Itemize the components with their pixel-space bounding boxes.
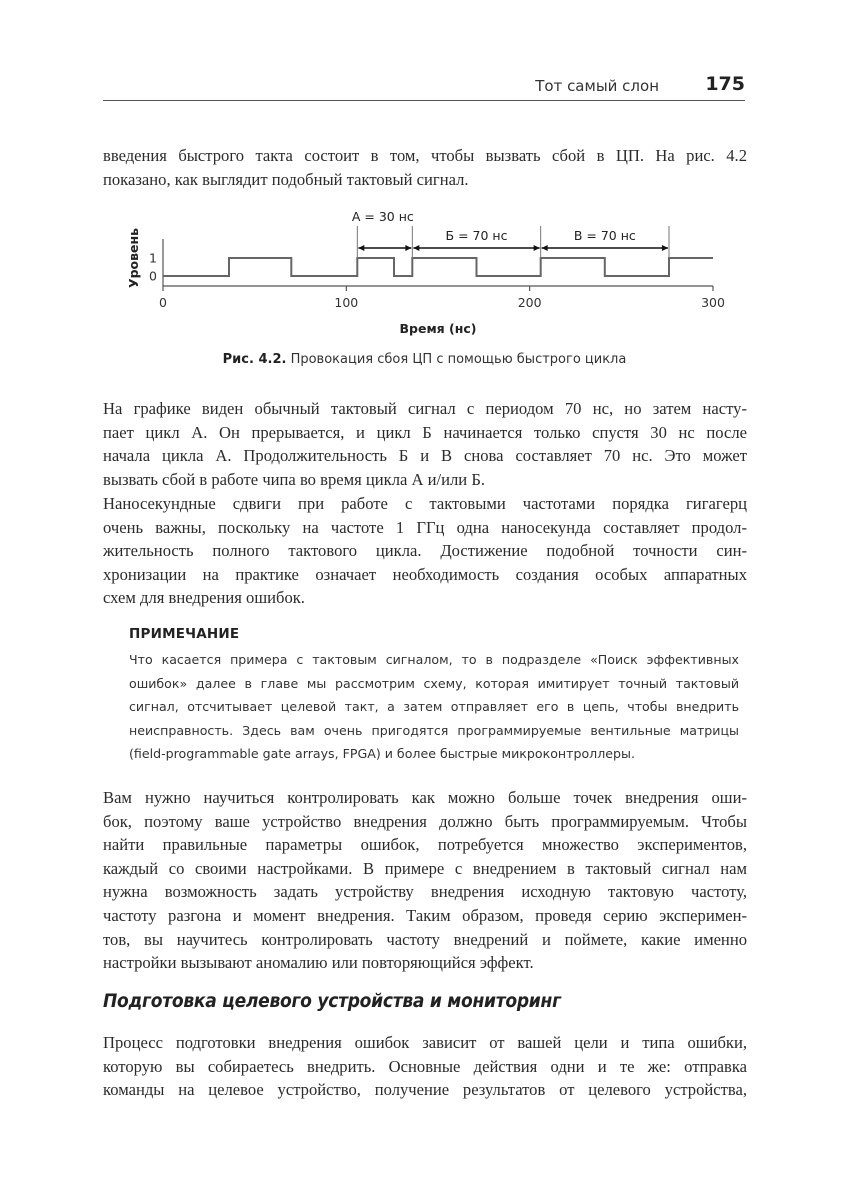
y-tick-label: 0 [149, 268, 157, 284]
text-line: ошибок» далее в главе мы рассмотрим схему, которая имитирует точный тактовый [129, 675, 739, 691]
dimension-label: А = 30 нс [351, 209, 414, 224]
text-line: сигнал, отсчитывает целевой такт, а затем отправляет его в цепь, чтобы внедрить [129, 699, 739, 715]
x-tick-label: 0 [159, 295, 167, 310]
text-line: Что касается примера с тактовым сигналом, то в подразделе «Поиск эффективных [129, 652, 739, 667]
text-line: начала цикла А. Продолжительность Б и В снова составляет 70 нс. Это может [103, 446, 747, 466]
section-heading: Подготовка целевого устройства и мониторинг [103, 990, 561, 1012]
clock-signal-figure [115, 200, 755, 345]
running-title: Тот самый слон [535, 77, 659, 95]
text-line: пает цикл А. Он прерывается, и цикл Б начинается только спустя 30 нс после [103, 422, 747, 442]
paragraph-5 [103, 1031, 747, 1102]
text-line: которую вы собираетесь внедрить. Основные действия одни и те же: отправка [103, 1056, 747, 1076]
text-line: Вам нужно научиться контролировать как можно больше точек внедрения оши- [103, 788, 747, 807]
x-tick-label: 200 [517, 295, 542, 310]
figure-caption-label: Рис. 4.2. [222, 352, 287, 367]
page-number: 175 [705, 73, 745, 95]
text-line: введения быстрого такта состоит в том, чтобы вызвать сбой в ЦП. На рис. 4.2 [103, 146, 747, 165]
text-line: хронизации на практике означает необходимость создания особых аппаратных [103, 564, 747, 584]
text-line: найти правильные параметры ошибок, потребуется множество экспериментов, [103, 835, 747, 855]
dimension-label: Б = 70 нс [445, 228, 508, 243]
text-line: вызвать сбой в работе чипа во время цикла А и/или Б. [103, 469, 485, 489]
text-line: очень важны, поскольку на частоте 1 ГГц одна наносекунда составляет продол- [103, 517, 747, 537]
text-line: (field-programmable gate arrays, FPGA) и более быстрые микроконтроллеры. [129, 746, 635, 762]
clock-signal-line [163, 258, 713, 276]
paragraph-3 [103, 492, 747, 610]
text-line: каждый со своими настройками. В примере с внедрением в тактовый сигнал нам [103, 858, 747, 878]
text-line: схем для внедрения ошибок. [103, 588, 305, 608]
text-line: Процесс подготовки внедрения ошибок зависит от вашей цели и типа ошибки, [103, 1033, 747, 1052]
note-text [129, 648, 739, 766]
text-line: команды на целевое устройство, получение результатов от целевого устройства, [103, 1080, 747, 1100]
x-axis-label: Время (нс) [399, 321, 477, 336]
y-tick-label: 1 [149, 250, 157, 266]
paragraph-2 [103, 397, 747, 491]
dimension-label: В = 70 нс [573, 228, 636, 243]
text-line: жительность полного тактового цикла. Достижение подобной точности син- [103, 541, 747, 561]
note-title: ПРИМЕЧАНИЕ [129, 626, 240, 642]
text-line: На графике виден обычный тактовый сигнал с периодом 70 нс, но затем насту- [103, 399, 747, 418]
x-tick-label: 300 [701, 295, 725, 310]
figure-caption-text: Провокация сбоя ЦП с помощью быстрого цикла [290, 352, 627, 367]
paragraph-4 [103, 786, 747, 975]
text-line: частоту разгона и момент внедрения. Таким образом, проведя серию эксперимен- [103, 905, 747, 925]
text-line: показано, как выглядит подобный тактовый сигнал. [103, 169, 469, 189]
text-line: Наносекундные сдвиги при работе с тактовыми частотами порядка гигагерц [103, 494, 747, 513]
intro-paragraph [103, 144, 747, 191]
x-tick-label: 100 [334, 295, 359, 310]
text-line: тов, вы научитесь контролировать частоту внедрений и поймете, какие именно [103, 929, 747, 949]
text-line: настройки вызывают аномалию или повторяющийся эффект. [103, 953, 534, 973]
text-line: нужна возможность задать устройству внедрения исходную тактовую частоту, [103, 882, 747, 902]
text-line: бок, поэтому ваше устройство внедрения должно быть программируемым. Чтобы [103, 811, 747, 831]
figure-caption [0, 352, 849, 367]
text-line: неисправность. Здесь вам очень пригодятся программируемые вентильные матрицы [129, 722, 739, 738]
running-header [103, 72, 745, 101]
note-box [129, 626, 739, 766]
y-axis-label: Уровень [126, 227, 141, 289]
